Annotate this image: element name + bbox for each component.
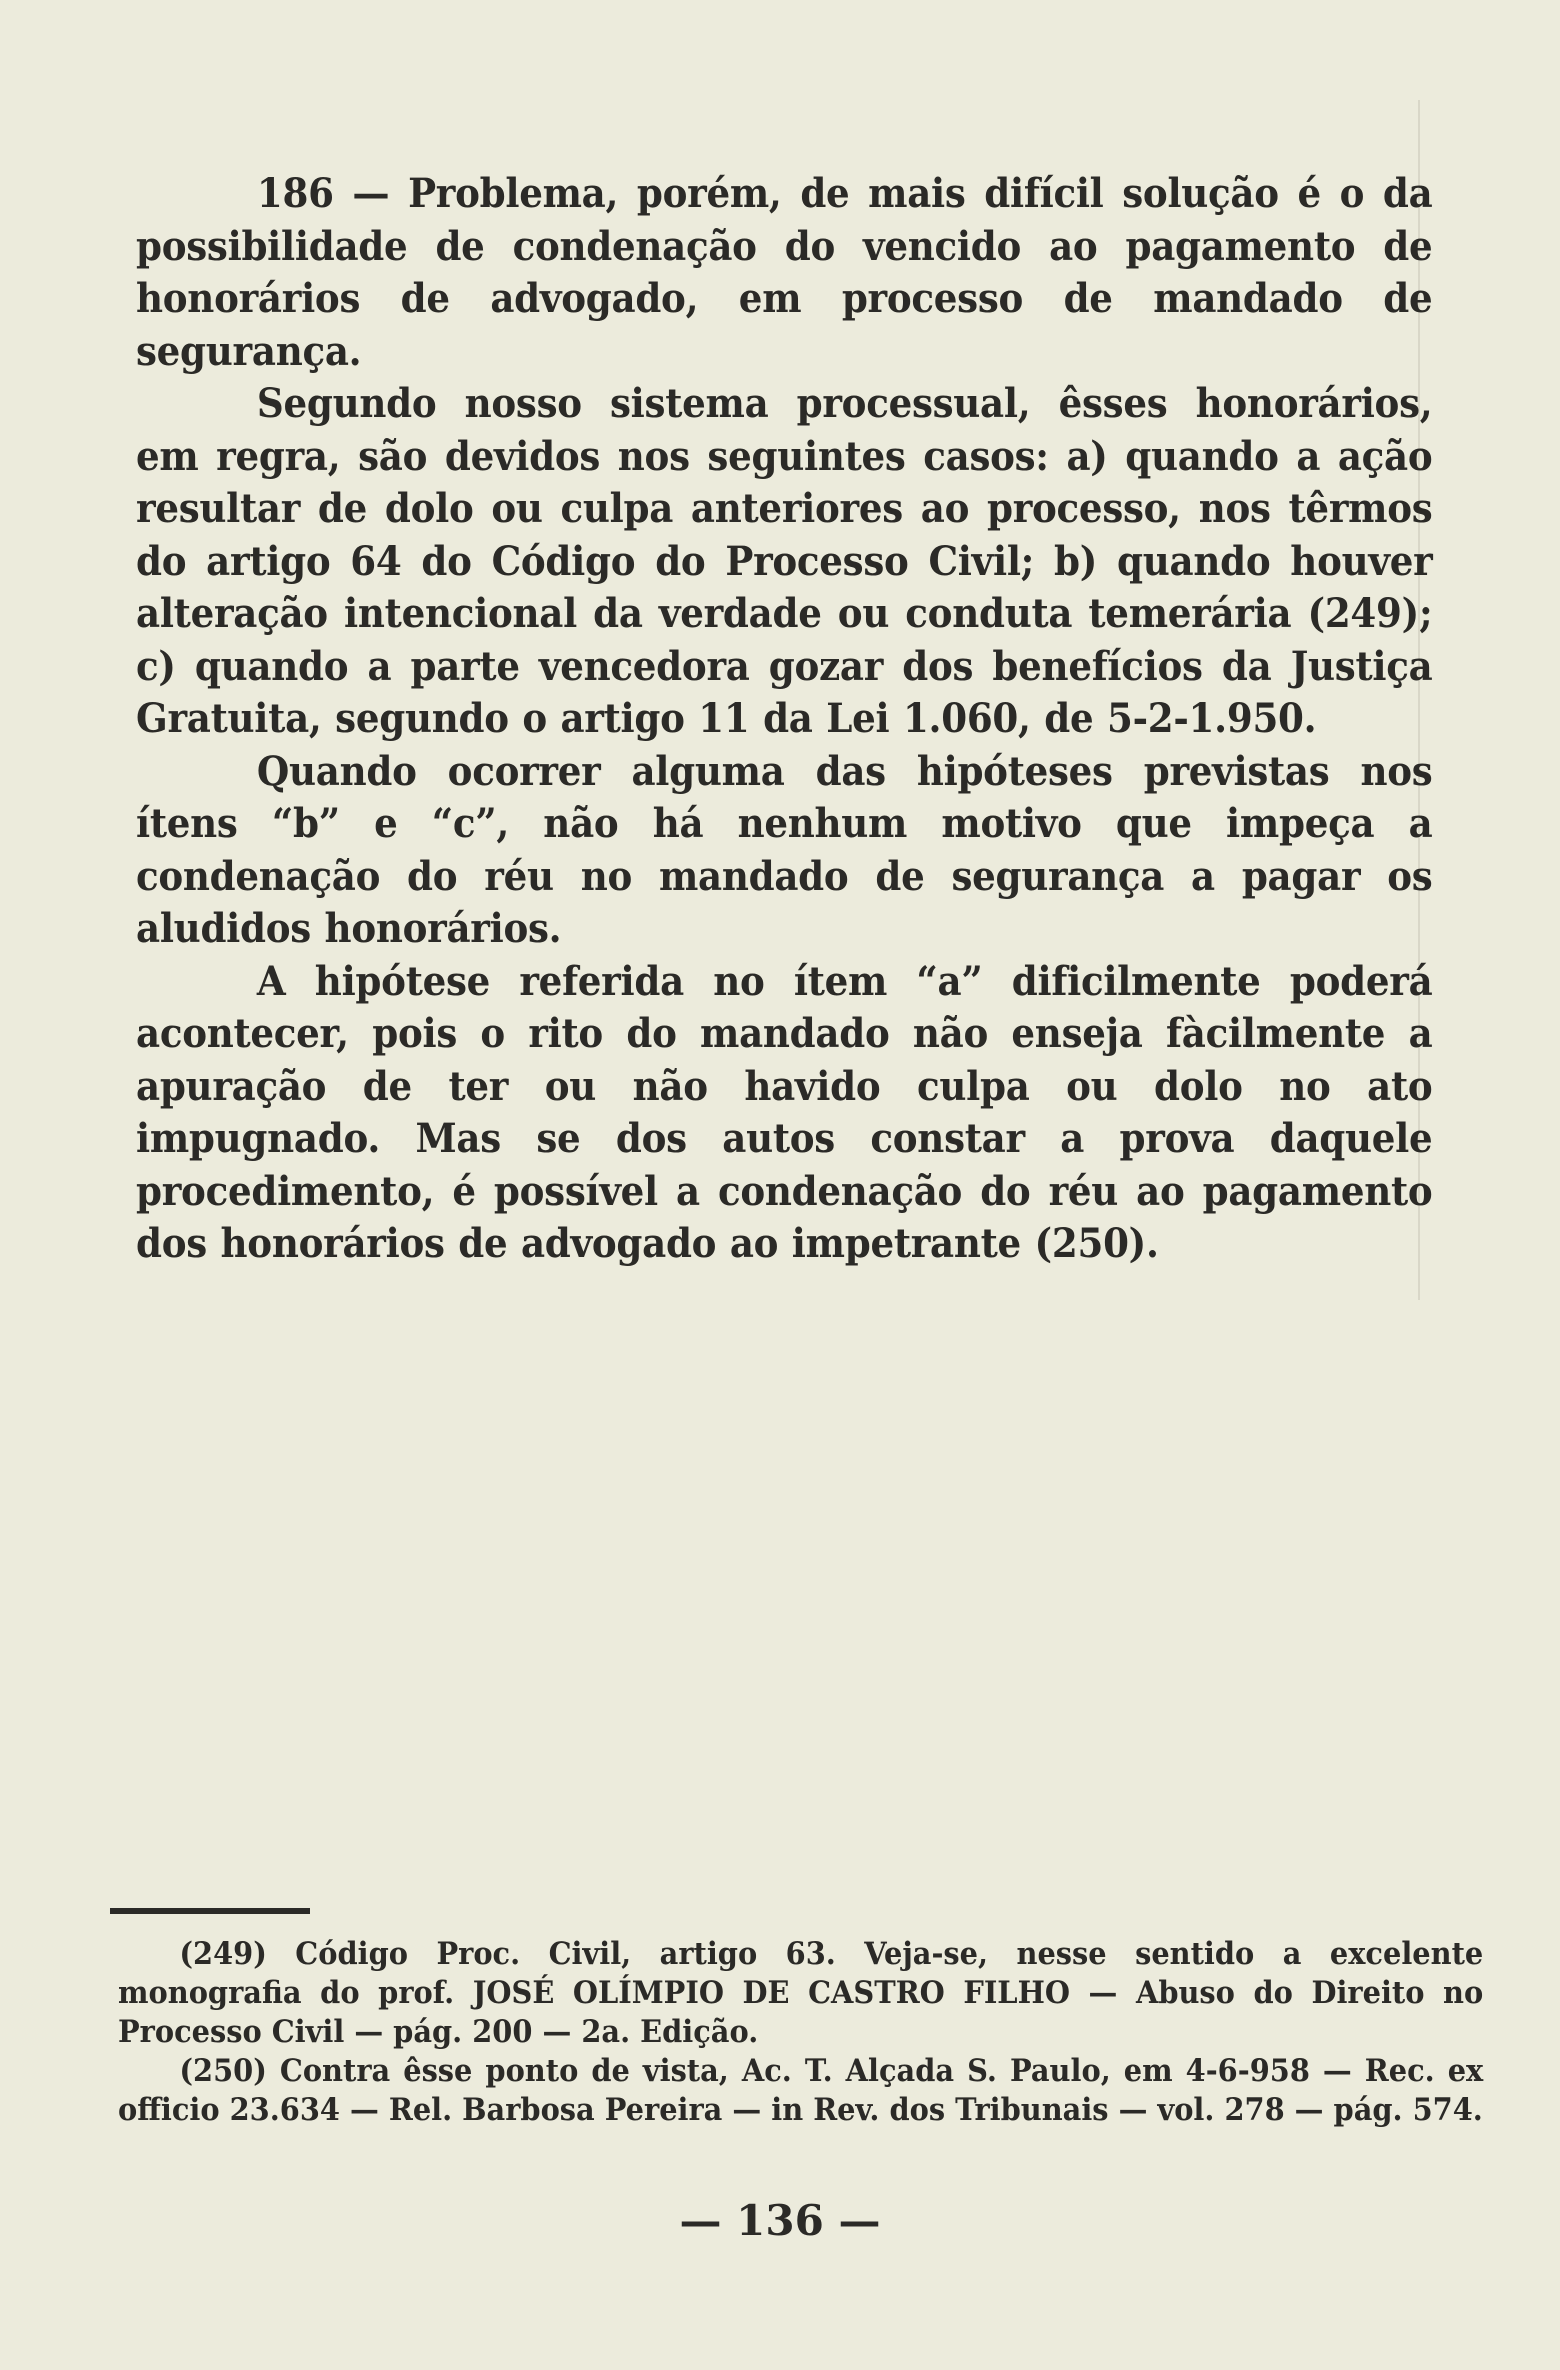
paragraph-186: 186 — Problema, porém, de mais difícil solução é o da possibilidade de condenação do vencido ao pagamento de honorários de advogado, em processo de mandado de segurança. bbox=[136, 170, 1433, 375]
paragraph-hypothesis-a: A hipótese referida no ítem “a” dificilmente poderá acontecer, pois o rito do mandado não enseja fàcilmente a apuração de ter ou não havido culpa ou dolo no ato impugnado. Mas se dos autos constar a prova daquele procedimento, é possível a condenação do réu ao pagamento dos honorários de advogado ao impetrante (250). bbox=[136, 957, 1433, 1267]
footnote-separator bbox=[110, 1908, 310, 1914]
footnotes bbox=[118, 1935, 1538, 2130]
footnote-249: (249) Código Proc. Civil, artigo 63. Veja-se, nesse sentido a excelente monografia do prof. JOSÉ OLÍMPIO DE CASTRO FILHO — Abuso do Direito no Processo Civil — pág. 200 — 2a. Edição. bbox=[118, 1936, 1484, 2050]
paragraph-hypotheses-b-c: Quando ocorrer alguma das hipóteses previstas nos ítens “b” e “c”, não há nenhum motivo que impeça a condenação do réu no mandado de segurança a pagar os aludidos honorários. bbox=[136, 747, 1433, 952]
paragraph-honorarios-cases: Segundo nosso sistema processual, êsses honorários, em regra, são devidos nos seguintes casos: a) quando a ação resultar de dolo ou culpa anteriores ao processo, nos têrmos do artigo 64 do Código do Processo Civil; b) quando houver alteração intencional da verdade ou conduta temerária (249); c) quando a parte vencedora gozar dos benefícios da Justiça Gratuita, segundo o artigo 11 da Lei 1.060, de 5-2-1.950. bbox=[136, 380, 1433, 742]
page-number: — 136 — bbox=[679, 2196, 881, 2245]
body-text bbox=[136, 168, 1432, 1271]
footnote-250: (250) Contra êsse ponto de vista, Ac. T. Alçada S. Paulo, em 4-6-958 — Rec. ex officio 23.634 — Rel. Barbosa Pereira — in Rev. dos Tribunais — vol. 278 — pág. 574. bbox=[118, 2053, 1484, 2128]
